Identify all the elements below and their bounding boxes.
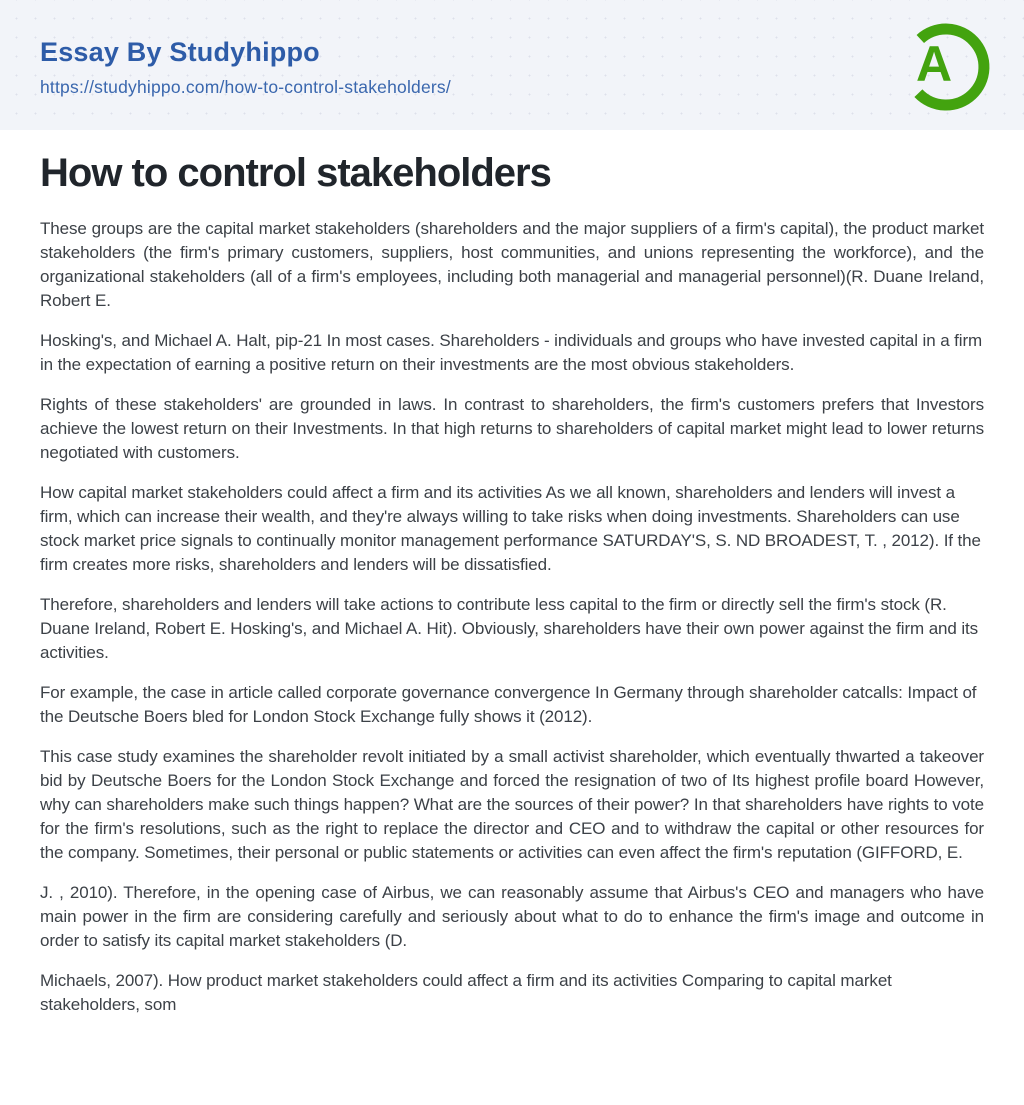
site-title: Essay By Studyhippo bbox=[40, 36, 320, 67]
page-header bbox=[0, 0, 1024, 130]
essay-paragraph-3: Rights of these stakeholders' are grounded in laws. In contrast to shareholders, the firm's customers prefers that Investors achieve the lowest return on their Investments. In that high returns to shareholders of capital market might lead to lower returns negotiated with customers. bbox=[40, 395, 984, 462]
page-url-link[interactable]: https://studyhippo.com/how-to-control-stakeholders/ bbox=[40, 77, 451, 98]
studyhippo-logo-icon bbox=[898, 17, 990, 113]
logo-letter: A bbox=[915, 36, 953, 92]
essay-article bbox=[0, 130, 1024, 1017]
essay-title: How to control stakeholders bbox=[40, 151, 551, 195]
studyhippo-logo bbox=[898, 17, 990, 113]
essay-paragraph-6: For example, the case in article called corporate governance convergence In Germany through shareholder catcalls: Impact of the Deutsche Boers bled for London Stock Exchange fully shows it (2012). bbox=[40, 683, 977, 726]
essay-paragraph-7: This case study examines the shareholder revolt initiated by a small activist shareholder, which eventually thwarted a takeover bid by Deutsche Boers for the London Stock Exchange and forced the resignation of two of Its highest profile board However, why can shareholders make such things happen? What are the sources of their power? In that shareholders have rights to vote for the firm's resolutions, such as the right to replace the director and CEO and to withdraw the capital or other resources for the company. Sometimes, their personal or public statements or activities can even affect the firm's reputation (GIFFORD, E. bbox=[40, 747, 984, 862]
essay-paragraph-8: J. , 2010). Therefore, in the opening case of Airbus, we can reasonably assume that Airbus's CEO and managers who have main power in the firm are considering carefully and seriously about what to do to enhance the firm's image and outcome in order to satisfy its capital market stakeholders (D. bbox=[40, 883, 984, 950]
essay-paragraph-5: Therefore, shareholders and lenders will take actions to contribute less capital to the firm or directly sell the firm's stock (R. Duane Ireland, Robert E. Hosking's, and Michael A. Hit). Obviously, shareholders have their own power against the firm and its activities. bbox=[40, 595, 979, 662]
header-text-block bbox=[40, 32, 451, 99]
essay-paragraph-2: Hosking's, and Michael A. Halt, pip-21 In most cases. Shareholders - individuals and groups who have invested capital in a firm in the expectation of earning a positive return on their investments are the most obvious stakeholders. bbox=[40, 331, 983, 374]
essay-paragraph-9: Michaels, 2007). How product market stakeholders could affect a firm and its activities Comparing to capital market stakeholders, som bbox=[40, 971, 892, 1014]
essay-paragraph-4: How capital market stakeholders could affect a firm and its activities As we all known, shareholders and lenders will invest a firm, which can increase their wealth, and they're always willing to take risks when doing investments. Shareholders can use stock market price signals to continually monitor management performance SATURDAY'S, S. ND BROADEST, T. , 2012). If the firm creates more risks, shareholders and lenders will be dissatisfied. bbox=[40, 483, 981, 574]
essay-paragraph-1: These groups are the capital market stakeholders (shareholders and the major suppliers of a firm's capital), the product market stakeholders (the firm's primary customers, suppliers, host communities, and unions representing the workforce), and the organizational stakeholders (all of a firm's employees, including both managerial and managerial personnel)(R. Duane Ireland, Robert E. bbox=[40, 219, 984, 310]
